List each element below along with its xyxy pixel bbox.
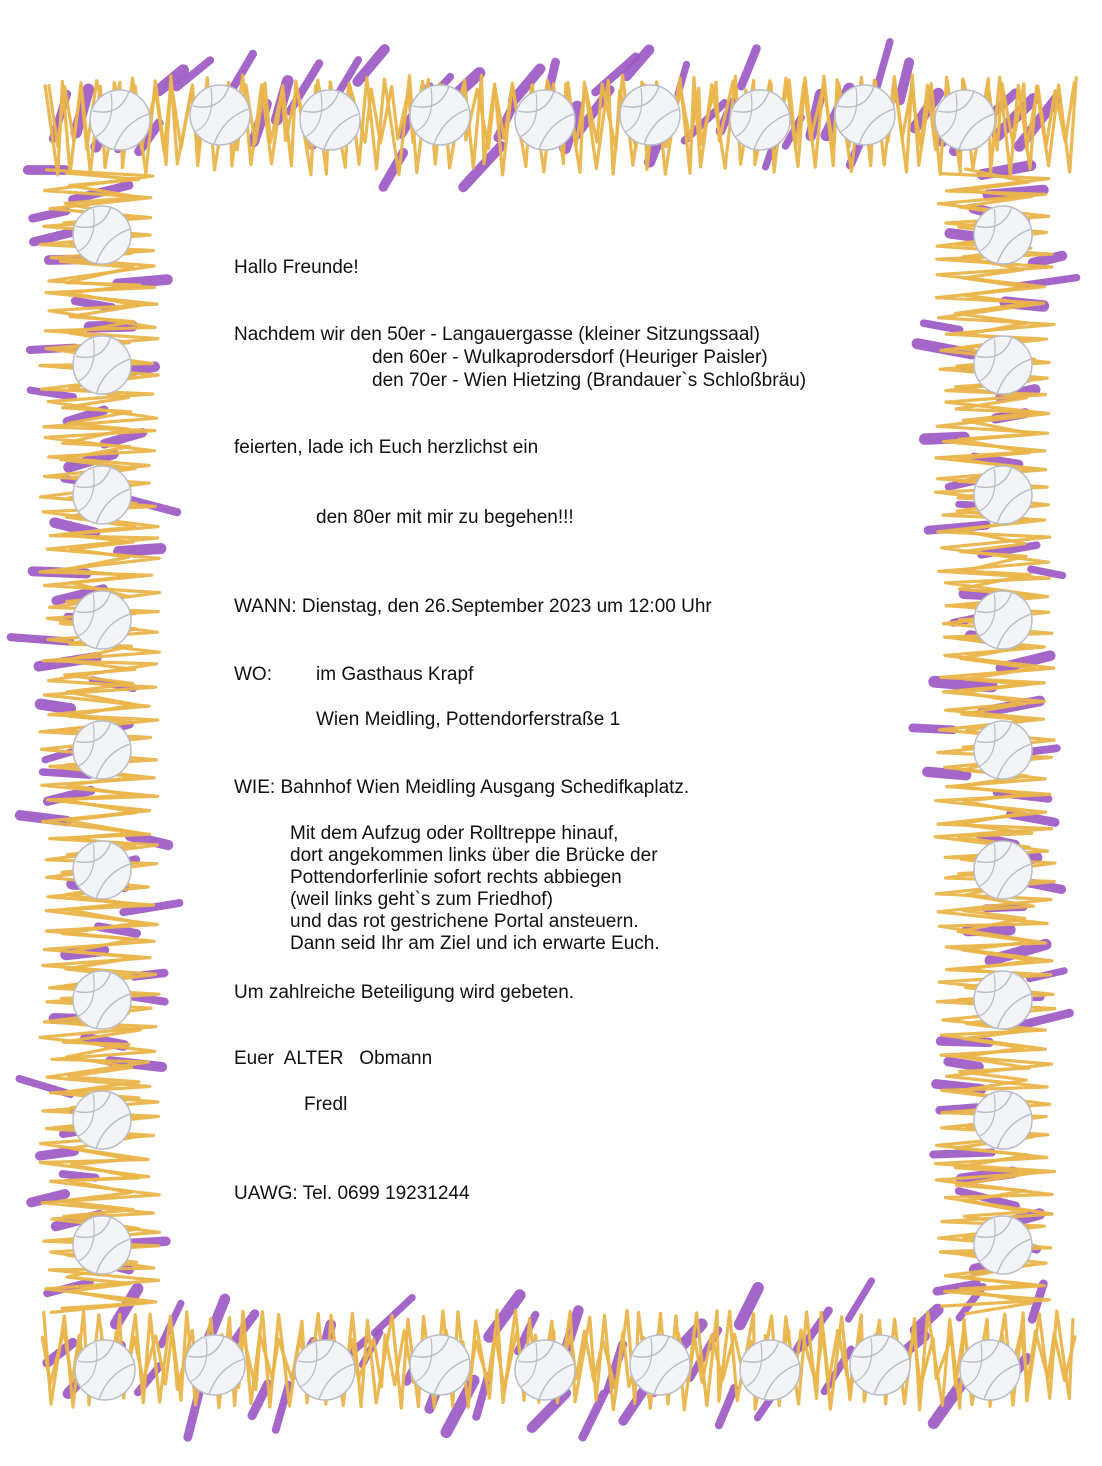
where-place: im Gasthaus Krapf	[316, 664, 474, 685]
signature: Fredl	[304, 1094, 348, 1115]
invite-line: feierten, lade ich Euch herzlichst ein	[234, 437, 539, 458]
how-headline: WIE: Bahnhof Wien Meidling Ausgang Schedifkaplatz.	[234, 777, 690, 798]
how-direction: und das rot gestrichene Portal ansteuern.	[290, 911, 639, 932]
how-direction: Mit dem Aufzug oder Rolltreppe hinauf,	[290, 823, 619, 844]
contact-line: UAWG: Tel. 0699 19231244	[234, 1183, 470, 1204]
signoff-line: Euer ALTER Obmann	[234, 1048, 433, 1069]
where-address: Wien Meidling, Pottendorferstraße 1	[316, 709, 621, 730]
where-label: WO:	[234, 664, 272, 685]
greeting: Hallo Freunde!	[234, 257, 359, 278]
history-line-70: den 70er - Wien Hietzing (Brandauer`s Schloßbräu)	[372, 370, 807, 391]
how-direction: Pottendorferlinie sofort rechts abbiegen	[290, 867, 622, 888]
how-direction: Dann seid Ihr am Ziel und ich erwarte Euch.	[290, 933, 660, 954]
how-direction: (weil links geht`s zum Friedhof)	[290, 889, 553, 910]
history-line-50: Nachdem wir den 50er - Langauergasse (kleiner Sitzungssaal)	[234, 324, 760, 345]
how-direction: dort angekommen links über die Brücke der	[290, 845, 658, 866]
when-line: WANN: Dienstag, den 26.September 2023 um 12:00 Uhr	[234, 596, 712, 617]
celebrate-line: den 80er mit mir zu begehen!!!	[316, 507, 574, 528]
request-line: Um zahlreiche Beteiligung wird gebeten.	[234, 982, 575, 1003]
history-line-60: den 60er - Wulkaprodersdorf (Heuriger Paisler)	[372, 347, 768, 368]
